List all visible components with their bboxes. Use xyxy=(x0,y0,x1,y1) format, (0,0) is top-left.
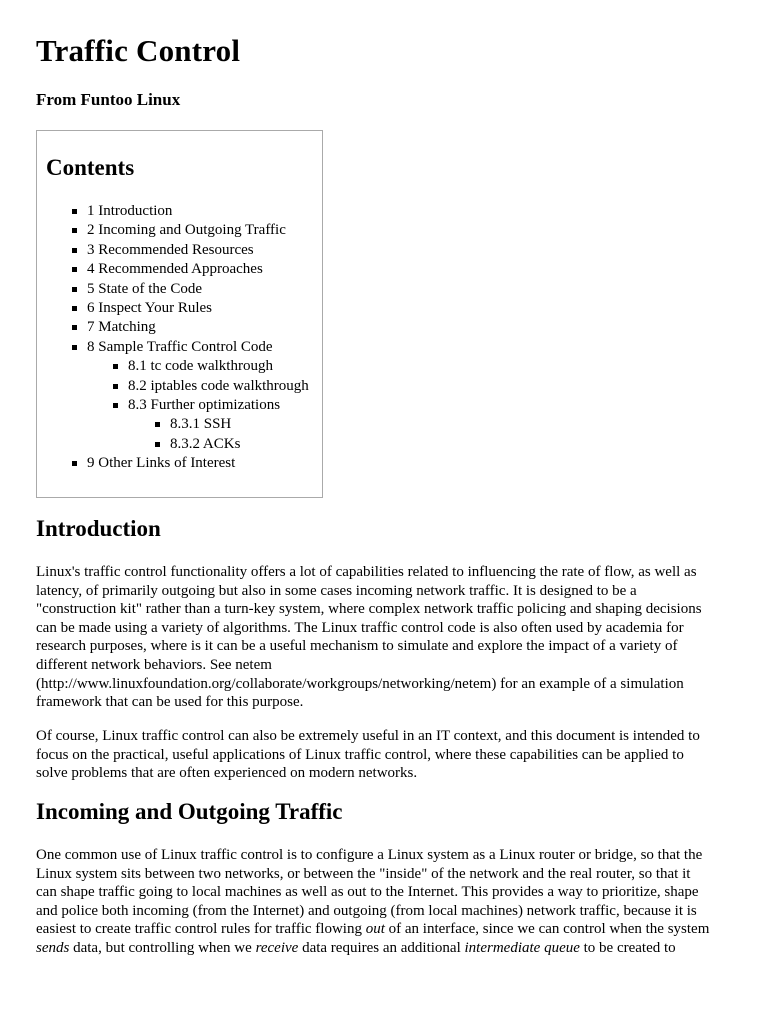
toc-heading: Contents xyxy=(46,155,135,180)
text-line: focus on the practical, useful applications of Linux traffic control, where these capabilities can be applied to xyxy=(36,746,684,763)
emphasis-intermediate-queue: intermediate queue xyxy=(464,939,580,956)
toc-item[interactable] xyxy=(37,377,309,396)
text-line: can be made using a variety of algorithms. The Linux traffic control code is also often used by academia for xyxy=(36,619,684,636)
text-line: latency, of primarily outgoing but also in some cases incoming network traffic. It is designed to be a xyxy=(36,582,637,599)
toc-item-label[interactable]: 1 Introduction xyxy=(87,203,173,219)
toc-item[interactable] xyxy=(37,454,309,473)
text-run: to be created to xyxy=(579,939,676,956)
toc-item[interactable] xyxy=(37,396,309,415)
intro-paragraph-1 xyxy=(36,563,731,712)
text-run: of an interface, since we can control when the system xyxy=(384,921,710,938)
toc-item-label[interactable]: 8.3.2 ACKs xyxy=(170,435,241,452)
toc-item-label[interactable]: 5 State of the Code xyxy=(87,280,202,297)
toc-item[interactable] xyxy=(37,280,309,299)
text-run: easiest to create traffic control rules for traffic flowing xyxy=(36,921,366,938)
emphasis-out: out xyxy=(365,921,385,938)
toc-item-label[interactable]: 2 Incoming and Outgoing Traffic xyxy=(87,222,286,239)
text-run: data requires an additional xyxy=(298,939,465,956)
section-heading-introduction: Introduction xyxy=(36,516,161,541)
bullet-icon xyxy=(113,403,118,408)
bullet-icon xyxy=(72,209,77,214)
page-title: Traffic Control xyxy=(36,33,241,68)
toc-item-label[interactable]: 8.3.1 SSH xyxy=(170,416,232,433)
bullet-icon xyxy=(72,345,77,350)
incoming-paragraph-1 xyxy=(36,846,731,958)
intro-paragraph-2 xyxy=(36,727,731,783)
toc-item[interactable] xyxy=(37,202,309,221)
bullet-icon xyxy=(72,248,77,253)
toc-item-label[interactable]: 8.3 Further optimizations xyxy=(128,396,281,413)
text-line: Of course, Linux traffic control can also be extremely useful in an IT context, and this document is intended to xyxy=(36,728,700,744)
toc-item[interactable] xyxy=(37,357,309,376)
bullet-icon xyxy=(72,267,77,272)
text-line xyxy=(36,939,731,958)
text-line: and police both incoming (from the Internet) and outgoing (from local machines) network traffic, because it is xyxy=(36,902,697,919)
toc-item-label[interactable]: 9 Other Links of Interest xyxy=(87,455,236,472)
toc-item-label[interactable]: 8.1 tc code walkthrough xyxy=(128,358,273,375)
toc-item[interactable] xyxy=(37,241,309,260)
text-run: data, but controlling when we xyxy=(69,939,256,956)
toc-item[interactable] xyxy=(37,338,309,357)
toc-item[interactable] xyxy=(37,260,309,279)
bullet-icon xyxy=(113,364,118,369)
text-line: can shape traffic going to local machines as well as out to the Internet. This provides a way to prioritize, shape xyxy=(36,884,699,901)
toc-item-label[interactable]: 6 Inspect Your Rules xyxy=(87,299,213,316)
bullet-icon xyxy=(72,228,77,233)
text-line: "construction kit" rather than a turn-key system, where complex network traffic policing and shaping decisions xyxy=(36,601,702,618)
toc-list xyxy=(37,202,309,473)
text-line: different network behaviors. See netem xyxy=(36,656,272,673)
toc-item-label[interactable]: 7 Matching xyxy=(87,319,156,336)
bullet-icon xyxy=(113,384,118,389)
text-line: solve problems that are often experienced on modern networks. xyxy=(36,765,418,782)
toc-item[interactable] xyxy=(37,435,309,454)
bullet-icon xyxy=(72,306,77,311)
text-line: Linux system sits between two networks, or between the "inside" of the network and the real router, so that it xyxy=(36,865,691,882)
toc-item-label[interactable]: 3 Recommended Resources xyxy=(87,241,254,258)
toc-item-label[interactable]: 8 Sample Traffic Control Code xyxy=(87,338,273,355)
emphasis-receive: receive xyxy=(255,939,299,956)
text-line: (http://www.linuxfoundation.org/collaborate/workgroups/networking/netem) for an example of a simulation xyxy=(36,675,684,692)
text-line: framework that can be used for this purpose. xyxy=(36,694,304,711)
text-line: One common use of Linux traffic control is to configure a Linux system as a Linux router or bridge, so that the xyxy=(36,847,703,863)
text-line: research purposes, where is it can be a useful mechanism to simulate and explore the impact of a variety of xyxy=(36,638,678,655)
table-of-contents xyxy=(36,130,323,498)
emphasis-sends: sends xyxy=(36,939,70,956)
toc-item[interactable] xyxy=(37,299,309,318)
bullet-icon xyxy=(72,287,77,292)
toc-item-label[interactable]: 8.2 iptables code walkthrough xyxy=(128,377,309,394)
toc-item[interactable] xyxy=(37,318,309,337)
text-line: Linux's traffic control functionality offers a lot of capabilities related to influencing the rate of flow, as well as xyxy=(36,564,697,580)
bullet-icon xyxy=(155,422,160,427)
toc-item[interactable] xyxy=(37,415,309,434)
section-heading-incoming-outgoing: Incoming and Outgoing Traffic xyxy=(36,799,343,824)
page-subtitle: From Funtoo Linux xyxy=(36,90,181,109)
bullet-icon xyxy=(72,461,77,466)
toc-item[interactable] xyxy=(37,221,309,240)
bullet-icon xyxy=(155,442,160,447)
bullet-icon xyxy=(72,325,77,330)
toc-item-label[interactable]: 4 Recommended Approaches xyxy=(87,261,263,278)
text-line xyxy=(36,920,731,939)
